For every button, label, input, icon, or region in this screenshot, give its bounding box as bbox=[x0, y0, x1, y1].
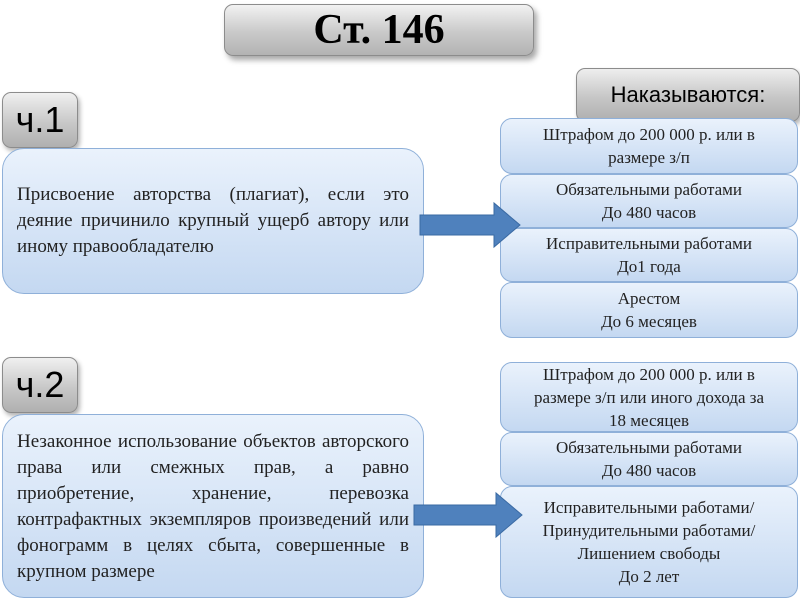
part-2-punishment-fine: Штрафом до 200 000 р. или в размере з/п или иного дохода за 18 месяцев bbox=[500, 362, 798, 432]
part-2-description bbox=[2, 414, 424, 598]
part-1-description-text: Присвоение авторства (плагиат), если это деяние причинило крупный ущерб автору или иному правообладателю bbox=[17, 184, 409, 257]
part-1-punishment-fine: Штрафом до 200 000 р. или в размере з/п bbox=[500, 118, 798, 174]
punishable-header: Наказываются: bbox=[576, 68, 800, 122]
part-1-label: ч.1 bbox=[2, 92, 78, 148]
part-1-arrow bbox=[418, 200, 524, 250]
part-2-label: ч.2 bbox=[2, 357, 78, 413]
part-1-punishment-compulsory-work: Обязательными работами До 480 часов bbox=[500, 174, 798, 228]
part-1-description bbox=[2, 148, 424, 294]
part-2-punishment-imprisonment: Исправительными работами/ Принудительными работами/ Лишением свободы До 2 лет bbox=[500, 486, 798, 598]
part-2-punishment-compulsory-work: Обязательными работами До 480 часов bbox=[500, 432, 798, 486]
part-2-description-text: Незаконное использование объектов авторского права или смежных прав, а равно приобретение, хранение, перевозка контрафактных экземпляров произведений или фонограмм в целях сбыта, совершенные в крупном размере bbox=[17, 431, 409, 582]
article-title: Ст. 146 bbox=[224, 4, 534, 56]
part-2-arrow bbox=[412, 490, 526, 540]
part-1-punishment-arrest: Арестом До 6 месяцев bbox=[500, 282, 798, 338]
part-1-punishment-correctional-work: Исправительными работами До1 года bbox=[500, 228, 798, 282]
